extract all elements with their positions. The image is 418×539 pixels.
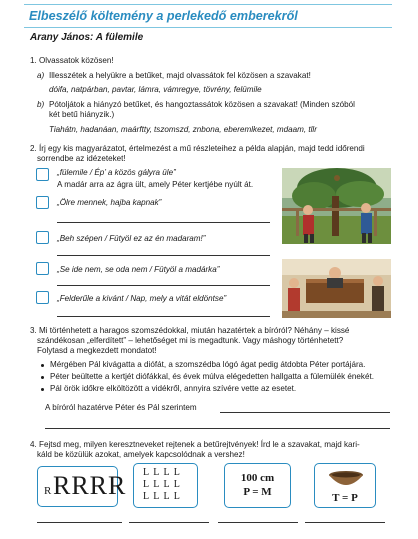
- rebus-big-r: RRRR: [53, 471, 127, 500]
- task1-a-label: a): [37, 71, 45, 80]
- rebus-l-row: L L L L: [143, 491, 181, 502]
- quote-3: „Beh szépen / Fütyöl ez az én madaram!”: [57, 234, 206, 243]
- task1-b-label: b): [37, 100, 45, 109]
- task3-instruction-line1: 3. Mi történhetett a haragos szomszédokkal, miután hazatértek a bíróról? Néhány – kissé: [30, 326, 350, 335]
- answer-line-3[interactable]: [57, 255, 270, 256]
- continuation-line-1[interactable]: [220, 412, 390, 413]
- answer-line-2[interactable]: [57, 222, 270, 223]
- rebus-box-3: [224, 463, 291, 508]
- bullet-marker: [41, 364, 44, 367]
- task1-b-instruction-line1: Pótoljátok a hiányzó betűket, és hangoztassátok közösen a szavakat! (Minden szóból: [49, 100, 355, 109]
- task1-a-instruction: Illesszétek a helyükre a betűket, majd olvassátok fel közösen a szavakat!: [49, 71, 311, 80]
- answer-line-rebus-3[interactable]: [218, 522, 298, 523]
- bullet-marker: [41, 376, 44, 379]
- task3-instruction-line2: szándékosan „elferdített” – lehetőséget mi is megadtunk. Vagy máshogy történhetett?: [37, 336, 344, 345]
- quote-2: „Ölre mennek, hajba kapnak”: [57, 198, 162, 207]
- rebus-small-r: R: [44, 485, 52, 497]
- option-bullet-2: Péter beültette a kertjét diófákkal, és évek múlva elégedetten hallgatta a fülemülék énekét.: [50, 372, 374, 381]
- rebus-equation: P = M: [243, 486, 272, 498]
- rebus-box-1: [37, 466, 127, 507]
- illustration-quarrel-under-tree: [282, 168, 391, 244]
- option-bullet-1: Mérgében Pál kivágatta a diófát, a szomszédba lógó ágat pedig átdobta Péter portájára.: [50, 360, 366, 369]
- task4-instruction-line2: káld be közülük azokat, amelyek kapcsolódnak a vershez!: [37, 450, 245, 459]
- header-rule-top: [24, 4, 392, 5]
- rebus-l-row: L L L L: [143, 479, 181, 490]
- order-checkbox-2[interactable]: [36, 196, 49, 209]
- quote-4: „Se ide nem, se oda nem / Fütyöl a madárka”: [57, 265, 220, 274]
- order-checkbox-3[interactable]: [36, 231, 49, 244]
- option-bullet-3: Pál örök időkre elköltözött a vidékről, annyira szívére vette az esetet.: [50, 384, 297, 393]
- answer-line-5[interactable]: [57, 316, 270, 317]
- rebus-l-row: L L L L: [143, 467, 181, 478]
- task2-instruction-line2: sorrendbe az idézeteket!: [37, 154, 126, 163]
- order-checkbox-5[interactable]: [36, 291, 49, 304]
- task1-a-words: dóifa, natpárban, pavtar, lámra, vámregye, tövrény, felümile: [49, 85, 262, 94]
- bowl-icon: [326, 469, 366, 489]
- task1-label: 1. Olvassatok közösen!: [30, 56, 114, 65]
- header-rule-bottom: [24, 27, 392, 28]
- rebus-tp-label: T = P: [332, 492, 358, 504]
- order-checkbox-4[interactable]: [36, 262, 49, 275]
- quote-5: „Felderűle a kivánt / Nap, mely a vitát eldöntse”: [57, 294, 227, 303]
- order-checkbox-1[interactable]: [36, 168, 49, 181]
- quote-1: „fülemile / Ép’ a közös gályra üle”: [57, 168, 176, 177]
- answer-line-rebus-1[interactable]: [37, 522, 122, 523]
- answer-line-4[interactable]: [57, 285, 270, 286]
- lesson-subtitle: Arany János: A fülemile: [30, 32, 144, 43]
- continuation-line-2[interactable]: [45, 428, 390, 429]
- illustration-court-scene: [282, 259, 391, 318]
- task1-b-words: Tiahátn, hadanáan, maárftty, tszomszd, znbona, eberemlkezet, mdaam, tllr: [49, 125, 317, 134]
- sentence-start: A bíróról hazatérve Péter és Pál szerintem: [45, 403, 197, 412]
- rebus-measure-label: 100 cm: [240, 472, 275, 484]
- answer-line-rebus-2[interactable]: [129, 522, 209, 523]
- example-answer: A madár arra az ágra ült, amely Péter kertjébe nyúlt át.: [57, 180, 254, 189]
- task4-instruction-line1: 4. Fejtsd meg, milyen keresztneveket rejtenek a betűrejtvények! Írd le a szavakat, majd kari-: [30, 440, 360, 449]
- rebus-box-4: [314, 463, 376, 508]
- task2-instruction-line1: 2. Írj egy kis magyarázatot, értelmezést a mű részleteihez a példa alapján, majd tedd időrendi: [30, 144, 365, 153]
- task1-b-instruction-line2: két betű hiányzik.): [49, 110, 115, 119]
- bullet-marker: [41, 388, 44, 391]
- rebus-box-2: [133, 463, 198, 508]
- task3-instruction-line3: Folytasd a megkezdett mondatot!: [37, 346, 157, 355]
- page-title: Elbeszélő költemény a perlekedő emberekről: [29, 9, 298, 23]
- answer-line-rebus-4[interactable]: [305, 522, 385, 523]
